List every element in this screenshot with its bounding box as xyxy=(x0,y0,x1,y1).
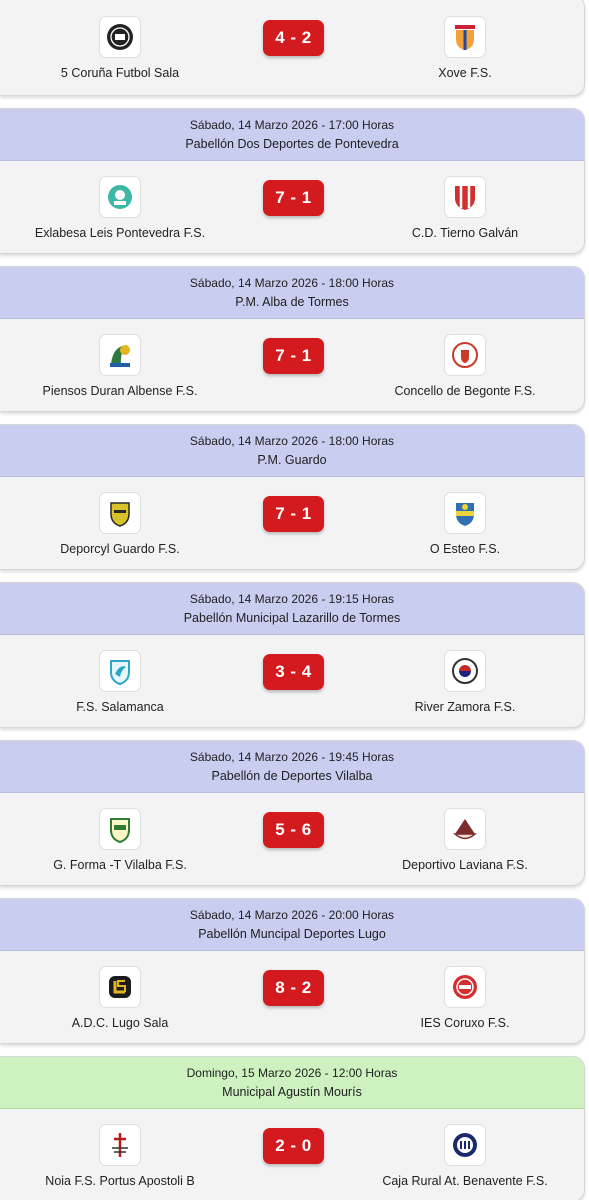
team-logo-icon xyxy=(444,808,486,850)
home-team-name: Deporcyl Guardo F.S. xyxy=(60,542,180,556)
match-header xyxy=(0,899,584,951)
match-header xyxy=(0,425,584,477)
team-logo-icon xyxy=(444,492,486,534)
home-team[interactable] xyxy=(0,1,240,95)
home-team[interactable] xyxy=(0,793,240,886)
match-venue: Pabellón Municipal Lazarillo de Tormes xyxy=(183,611,401,625)
home-team-name: G. Forma -T Vilalba F.S. xyxy=(53,858,187,872)
match-date: Sábado, 14 Marzo 2026 - 18:00 Horas xyxy=(189,276,395,290)
home-team[interactable] xyxy=(0,951,240,1044)
match-card[interactable] xyxy=(0,424,585,570)
match-body xyxy=(0,1109,584,1200)
team-logo-icon xyxy=(99,176,141,218)
home-team[interactable] xyxy=(0,319,240,412)
match-date: Sábado, 14 Marzo 2026 - 19:45 Horas xyxy=(189,750,395,764)
team-logo-icon xyxy=(444,1124,486,1166)
match-score[interactable]: 3 - 4 xyxy=(263,654,324,690)
away-team[interactable] xyxy=(345,793,585,886)
match-header xyxy=(0,741,584,793)
team-logo-icon xyxy=(444,966,486,1008)
match-venue: Pabellón Muncipal Deportes Lugo xyxy=(198,927,386,941)
team-logo-icon xyxy=(99,966,141,1008)
away-team-name: C.D. Tierno Galván xyxy=(411,226,519,240)
match-body xyxy=(0,161,584,254)
match-date: Domingo, 15 Marzo 2026 - 12:00 Horas xyxy=(186,1066,398,1080)
team-logo-icon xyxy=(99,1124,141,1166)
away-team[interactable] xyxy=(345,1109,585,1200)
away-team[interactable] xyxy=(345,1,585,95)
match-venue: Pabellón Dos Deportes de Pontevedra xyxy=(185,137,399,151)
home-team[interactable] xyxy=(0,477,240,570)
home-team[interactable] xyxy=(0,1109,240,1200)
team-logo-icon xyxy=(444,334,486,376)
away-team[interactable] xyxy=(345,951,585,1044)
match-card[interactable] xyxy=(0,582,585,728)
match-header xyxy=(0,267,584,319)
away-team-name: Caja Rural At. Benavente F.S. xyxy=(382,1174,548,1188)
team-logo-icon xyxy=(444,650,486,692)
away-team-name: Concello de Begonte F.S. xyxy=(394,384,536,398)
match-score[interactable]: 7 - 1 xyxy=(263,338,324,374)
team-logo-icon xyxy=(99,16,141,58)
away-team[interactable] xyxy=(345,161,585,254)
home-team-name: Exlabesa Leis Pontevedra F.S. xyxy=(34,226,206,240)
match-venue: Pabellón de Deportes Vilalba xyxy=(211,769,373,783)
away-team-name: IES Coruxo F.S. xyxy=(420,1016,510,1030)
away-team-name: O Esteo F.S. xyxy=(429,542,501,556)
match-score[interactable]: 5 - 6 xyxy=(263,812,324,848)
team-logo-icon xyxy=(99,334,141,376)
away-team[interactable] xyxy=(345,319,585,412)
away-team-name: Xove F.S. xyxy=(438,66,492,80)
match-body xyxy=(0,1,584,95)
match-header xyxy=(0,109,584,161)
match-score[interactable]: 4 - 2 xyxy=(263,20,324,56)
team-logo-icon xyxy=(444,176,486,218)
team-logo-icon xyxy=(99,808,141,850)
match-venue: P.M. Alba de Tormes xyxy=(235,295,349,309)
away-team-name: Deportivo Laviana F.S. xyxy=(402,858,528,872)
match-date: Sábado, 14 Marzo 2026 - 20:00 Horas xyxy=(189,908,395,922)
match-card[interactable] xyxy=(0,266,585,412)
match-body xyxy=(0,477,584,570)
home-team-name: A.D.C. Lugo Sala xyxy=(71,1016,169,1030)
match-card[interactable] xyxy=(0,0,585,96)
match-body xyxy=(0,951,584,1044)
home-team-name: Piensos Duran Albense F.S. xyxy=(42,384,198,398)
away-team[interactable] xyxy=(345,635,585,728)
match-header xyxy=(0,583,584,635)
match-card[interactable] xyxy=(0,898,585,1044)
match-score[interactable]: 8 - 2 xyxy=(263,970,324,1006)
home-team-name: F.S. Salamanca xyxy=(76,700,164,714)
away-team-name: River Zamora F.S. xyxy=(414,700,516,714)
team-logo-icon xyxy=(444,16,486,58)
match-venue: P.M. Guardo xyxy=(257,453,327,467)
match-header xyxy=(0,1057,584,1109)
match-body xyxy=(0,793,584,886)
team-logo-icon xyxy=(99,650,141,692)
home-team-name: 5 Coruña Futbol Sala xyxy=(60,66,180,80)
home-team[interactable] xyxy=(0,161,240,254)
home-team[interactable] xyxy=(0,635,240,728)
match-card[interactable] xyxy=(0,1056,585,1200)
match-card[interactable] xyxy=(0,108,585,254)
match-score[interactable]: 2 - 0 xyxy=(263,1128,324,1164)
match-body xyxy=(0,319,584,412)
match-card[interactable] xyxy=(0,740,585,886)
match-score[interactable]: 7 - 1 xyxy=(263,496,324,532)
team-logo-icon xyxy=(99,492,141,534)
match-score[interactable]: 7 - 1 xyxy=(263,180,324,216)
away-team[interactable] xyxy=(345,477,585,570)
match-venue: Municipal Agustín Mourís xyxy=(222,1085,362,1099)
match-body xyxy=(0,635,584,728)
match-date: Sábado, 14 Marzo 2026 - 18:00 Horas xyxy=(189,434,395,448)
match-date: Sábado, 14 Marzo 2026 - 17:00 Horas xyxy=(189,118,395,132)
match-date: Sábado, 14 Marzo 2026 - 19:15 Horas xyxy=(189,592,395,606)
home-team-name: Noia F.S. Portus Apostoli B xyxy=(45,1174,195,1188)
